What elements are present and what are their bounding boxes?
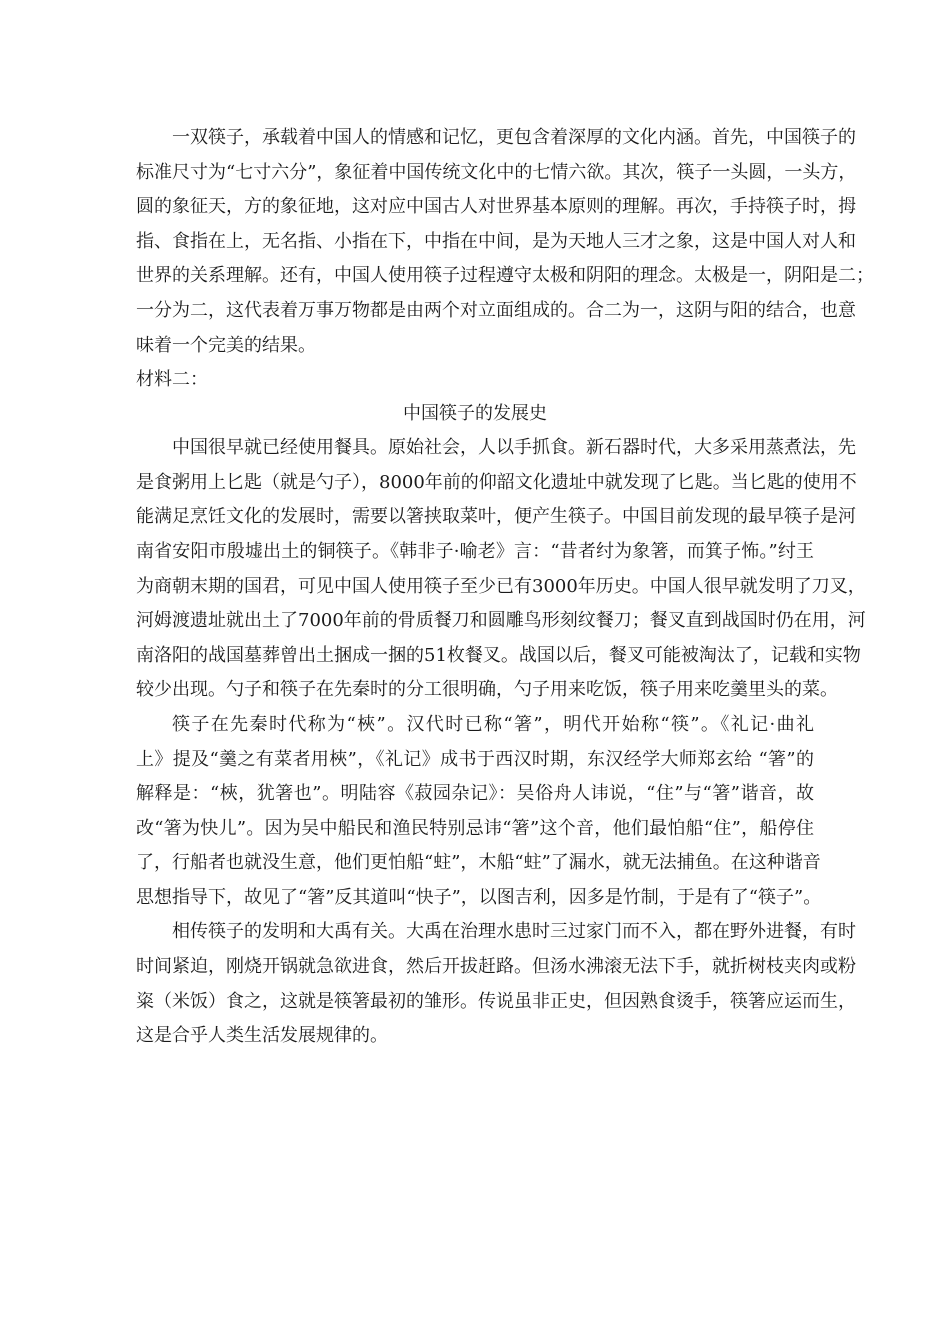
paragraph-naming — [136, 708, 822, 916]
text-line: 中国很早就已经使用餐具。原始社会，人以手抓食。新石器时代，大多采用蒸煮法，先 — [172, 437, 856, 459]
section-title: 中国筷子的发展史 — [403, 403, 547, 425]
text-line: 能满足烹饪文化的发展时，需要以箸挟取菜叶，便产生筷子。中国目前发现的最早筷子是河 — [136, 506, 856, 528]
text-line: 粢（米饭）食之，这就是筷箸最初的雏形。传说虽非正史，但因熟食烫手，筷箸应运而生， — [136, 990, 856, 1012]
text-line: 指、食指在上，无名指、小指在下，中指在中间，是为天地人三才之象，这是中国人对人和 — [136, 230, 856, 252]
text-line: 了，行船者也就没生意，他们更怕船“蛀”，木船“蛀”了漏水，就无法捕鱼。在这种谐音 — [136, 852, 821, 874]
text-line: 圆的象征天，方的象征地，这对应中国古人对世界基本原则的理解。再次，手持筷子时，拇 — [136, 196, 856, 218]
text-line: 时间紧迫，刚烧开锅就急欲进食，然后开拔赶路。但汤水沸滚无法下手，就折树枝夹肉或粉 — [136, 956, 856, 978]
text-line: 为商朝末期的国君，可见中国人使用筷子至少已有3000年历史。中国人很早就发明了刀叉， — [136, 575, 866, 597]
text-line: 味着一个完美的结果。 — [136, 334, 316, 356]
text-line: 筷子在先秦时代称为“梜”。汉代时已称“箸”，明代开始称“筷”。《礼记·曲礼 — [172, 713, 814, 735]
text-line: 标准尺寸为“七寸六分”，象征着中国传统文化中的七情六欲。其次，筷子一头圆，一头方， — [136, 161, 857, 183]
text-line: 思想指导下，故见了“箸”反其道叫“快子”，以图吉利，因多是竹制，于是有了“筷子”。 — [136, 886, 822, 908]
text-line: 河姆渡遗址就出土了7000年前的骨质餐刀和圆雕鸟形刻纹餐刀；餐叉直到战国时仍在用，河 — [136, 610, 866, 632]
paragraph-origin — [136, 431, 866, 708]
paragraph-legend — [136, 915, 856, 1053]
text-line: 解释是：“梜，犹箸也”。明陆容《菽园杂记》：吴俗舟人讳说，“住”与“箸”谐音，故 — [136, 783, 814, 805]
material-one-paragraph — [136, 121, 874, 363]
text-line: 一分为二，这代表着万事万物都是由两个对立面组成的。合二为一，这阴与阳的结合，也意 — [136, 299, 856, 321]
text-line: 上》提及“羹之有菜者用梜”，《礼记》成书于西汉时期，东汉经学大师郑玄给 “箸”的 — [136, 748, 814, 770]
text-line: 相传筷子的发明和大禹有关。大禹在治理水患时三过家门而不入，都在野外进餐，有时 — [172, 921, 856, 943]
text-line: 改“箸为快儿”。因为吴中船民和渔民特别忌讳“箸”这个音，他们最怕船“住”，船停住 — [136, 817, 814, 839]
text-line: 一双筷子，承载着中国人的情感和记忆，更包含着深厚的文化内涵。首先，中国筷子的 — [172, 127, 856, 148]
text-line: 较少出现。勺子和筷子在先秦时的分工很明确，勺子用来吃饭，筷子用来吃羹里头的菜。 — [136, 679, 838, 701]
text-line: 南洛阳的战国墓葬曾出土捆成一捆的51枚餐叉。战国以后，餐叉可能被淘汰了，记载和实物 — [136, 644, 861, 666]
text-line: 是食粥用上匕匙（就是勺子），8000年前的仰韶文化遗址中就发现了匕匙。当匕匙的使用不 — [136, 471, 857, 493]
material-two-label: 材料二： — [136, 369, 208, 391]
text-line: 南省安阳市殷墟出土的铜筷子。《韩非子·喻老》言：“昔者纣为象箸，而箕子怖。”纣王 — [136, 540, 814, 562]
text-line: 世界的关系理解。还有，中国人使用筷子过程遵守太极和阴阳的理念。太极是一，阴阳是二； — [136, 265, 874, 287]
text-line: 这是合乎人类生活发展规律的。 — [136, 1025, 388, 1047]
